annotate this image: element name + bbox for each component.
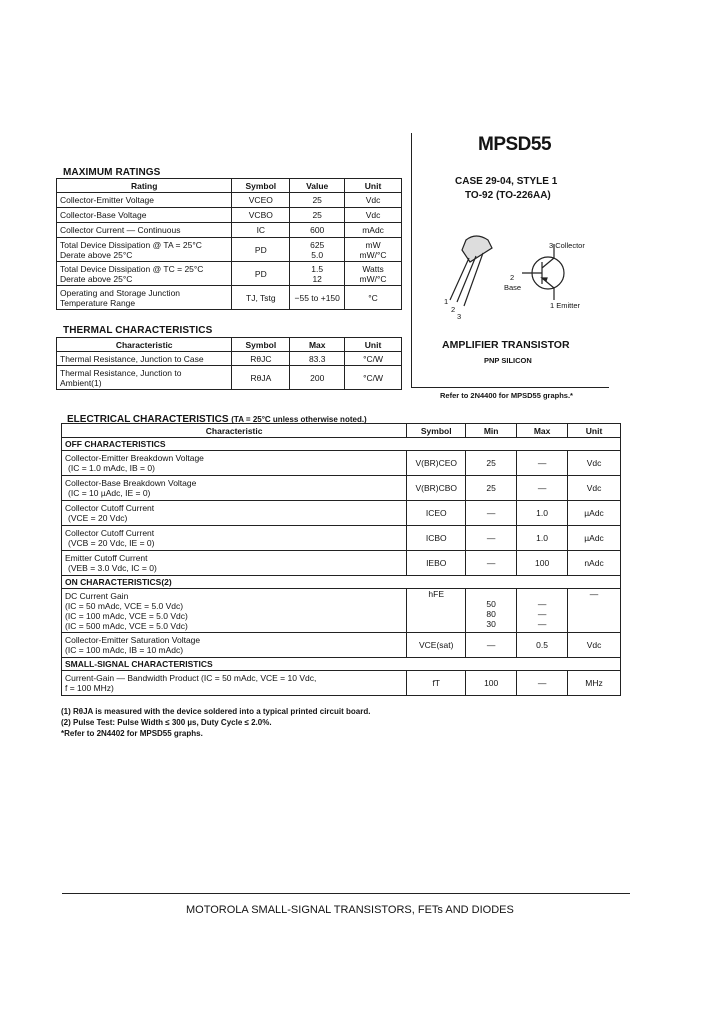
table-row [62, 526, 621, 551]
min-cell: 25 [466, 476, 517, 501]
header-symbol: Symbol [232, 338, 290, 352]
unit-cell: Vdc [568, 633, 621, 658]
characteristic-cell: Collector-Emitter Saturation Voltage (IC = 100 mAdc, IB = 10 mAdc) [62, 633, 407, 658]
symbol-cell: PD [232, 238, 290, 262]
pin-2-label: 2 [451, 305, 456, 314]
table-row [57, 366, 402, 390]
refer-note: Refer to 2N4400 for MPSD55 graphs.* [440, 391, 573, 400]
unit-cell: °C [345, 286, 402, 310]
characteristic-cell: Current-Gain — Bandwidth Product (IC = 50 mAdc, VCE = 10 Vdc, f = 100 MHz) [62, 671, 407, 696]
section-row-off [62, 438, 621, 451]
characteristic-cell: Thermal Resistance, Junction to Ambient(1) [57, 366, 232, 390]
unit-cell: nAdc [568, 551, 621, 576]
table-row [57, 223, 402, 238]
small-signal-title: SMALL-SIGNAL CHARACTERISTICS [62, 658, 621, 671]
max-cell: 0.5 [517, 633, 568, 658]
symbol-cell: RθJA [232, 366, 290, 390]
min-cell: — [466, 501, 517, 526]
rating-cell: Operating and Storage Junction Temperature Range [57, 286, 232, 310]
min-cell: 25 [466, 451, 517, 476]
pin-3-label: 3 [457, 312, 462, 321]
rating-cell: Collector-Base Voltage [57, 208, 232, 223]
rating-cell: Total Device Dissipation @ TA = 25°C Derate above 25°C [57, 238, 232, 262]
off-characteristics-title: OFF CHARACTERISTICS [62, 438, 621, 451]
characteristic-cell [62, 551, 407, 576]
max-cell: 1.0 [517, 526, 568, 551]
pin-1-label: 1 [444, 297, 449, 306]
footnote-3: *Refer to 2N4402 for MPSD55 graphs. [61, 729, 203, 738]
table-row [57, 193, 402, 208]
characteristic-cell [62, 526, 407, 551]
symbol-cell: ICBO [407, 526, 466, 551]
header-value: Value [290, 179, 345, 193]
table-row [62, 501, 621, 526]
footnotes [61, 706, 370, 739]
footer-text: MOTOROLA SMALL-SIGNAL TRANSISTORS, FETs AND DIODES [186, 904, 514, 916]
on-characteristics-title: ON CHARACTERISTICS(2) [62, 576, 621, 589]
symbol-cell: VCEO [232, 193, 290, 208]
char-name: Emitter Cutoff Current [65, 553, 148, 563]
symbol-cell: ICEO [407, 501, 466, 526]
table-row [62, 451, 621, 476]
rating-cell: Total Device Dissipation @ TC = 25°C Derate above 25°C [57, 262, 232, 286]
max-cell: 83.3 [290, 352, 345, 366]
table-row [62, 671, 621, 696]
header-characteristic: Characteristic [57, 338, 232, 352]
section-row-on [62, 576, 621, 589]
char-conditions: (IC = 10 µAdc, IE = 0) [68, 488, 151, 498]
pin-base-num: 2 [510, 273, 515, 282]
section-row-small-signal [62, 658, 621, 671]
symbol-cell: IEBO [407, 551, 466, 576]
symbol-cell: VCBO [232, 208, 290, 223]
table-row [62, 476, 621, 501]
max-ratings-title: MAXIMUM RATINGS [63, 167, 161, 178]
to92-body-icon [450, 236, 492, 306]
symbol-cell: V(BR)CEO [407, 451, 466, 476]
electrical-title: ELECTRICAL CHARACTERISTICS [67, 414, 229, 425]
device-type: AMPLIFIER TRANSISTOR [442, 339, 570, 351]
value-cell: 25 [290, 208, 345, 223]
unit-cell: — [568, 589, 621, 633]
unit-cell: Vdc [345, 193, 402, 208]
symbol-cell: V(BR)CBO [407, 476, 466, 501]
value-cell: 25 [290, 193, 345, 208]
rating-cell: Collector-Emitter Voltage [57, 193, 232, 208]
header-max: Max [290, 338, 345, 352]
characteristic-cell: Thermal Resistance, Junction to Case [57, 352, 232, 366]
case-label: CASE 29-04, STYLE 1 [455, 176, 558, 187]
table-row [62, 633, 621, 658]
header-min: Min [466, 424, 517, 438]
table-header-row [57, 338, 402, 352]
table-header-row [57, 179, 402, 193]
min-cell: — [466, 526, 517, 551]
value-cell: −55 to +150 [290, 286, 345, 310]
device-polarity: PNP SILICON [484, 356, 532, 365]
header-unit: Unit [345, 179, 402, 193]
thermal-table [56, 337, 402, 390]
symbol-cell: RθJC [232, 352, 290, 366]
characteristic-cell [62, 501, 407, 526]
header-unit: Unit [568, 424, 621, 438]
value-cell: 625 5.0 [290, 238, 345, 262]
pin-base-label: Base [504, 283, 522, 292]
unit-cell: MHz [568, 671, 621, 696]
header-unit: Unit [345, 338, 402, 352]
header-max: Max [517, 424, 568, 438]
min-cell: 100 [466, 671, 517, 696]
characteristic-cell [62, 476, 407, 501]
header-rating: Rating [57, 179, 232, 193]
unit-cell: Watts mW/°C [345, 262, 402, 286]
part-number: MPSD55 [478, 134, 552, 155]
char-name: Collector Cutoff Current [65, 503, 155, 513]
min-cell: 50 80 30 [466, 589, 517, 633]
char-conditions: (IC = 1.0 mAdc, IB = 0) [68, 463, 155, 473]
unit-cell: Vdc [568, 451, 621, 476]
table-row [57, 238, 402, 262]
table-header-row [62, 424, 621, 438]
unit-cell: °C/W [345, 366, 402, 390]
symbol-cell: fT [407, 671, 466, 696]
min-cell: — [466, 551, 517, 576]
symbol-cell: IC [232, 223, 290, 238]
header-symbol: Symbol [232, 179, 290, 193]
max-ratings-table [56, 178, 402, 310]
char-name: Collector Cutoff Current [65, 528, 155, 538]
table-row [57, 262, 402, 286]
symbol-cell: PD [232, 262, 290, 286]
max-cell: — — — [517, 589, 568, 633]
table-row [62, 551, 621, 576]
characteristic-cell: DC Current Gain (IC = 50 mAdc, VCE = 5.0 Vdc) (IC = 100 mAdc, VCE = 5.0 Vdc) (IC = 500 mAdc, VCE = 5.0 Vdc) [62, 589, 407, 633]
char-conditions: (VCE = 20 Vdc) [68, 513, 128, 523]
unit-cell: Vdc [568, 476, 621, 501]
pin-emitter-label: 1 Emitter [550, 301, 581, 310]
char-conditions: (VCB = 20 Vdc, IE = 0) [68, 538, 155, 548]
char-name: Collector-Base Breakdown Voltage [65, 478, 197, 488]
char-conditions: (VEB = 3.0 Vdc, IC = 0) [68, 563, 157, 573]
table-row [57, 286, 402, 310]
header-symbol: Symbol [407, 424, 466, 438]
unit-cell: Vdc [345, 208, 402, 223]
thermal-title: THERMAL CHARACTERISTICS [63, 325, 213, 336]
table-row [62, 589, 621, 633]
electrical-title-note: (TA = 25°C unless otherwise noted.) [231, 415, 367, 424]
pnp-transistor-symbol-icon [522, 244, 564, 300]
rating-cell: Collector Current — Continuous [57, 223, 232, 238]
max-cell: — [517, 476, 568, 501]
footer-rule [62, 893, 630, 894]
footnote-2: (2) Pulse Test: Pulse Width ≤ 300 µs, Duty Cycle ≤ 2.0%. [61, 718, 272, 727]
table-row [57, 208, 402, 223]
header-characteristic: Characteristic [62, 424, 407, 438]
char-name: Collector-Emitter Breakdown Voltage [65, 453, 204, 463]
unit-cell: °C/W [345, 352, 402, 366]
max-cell: — [517, 451, 568, 476]
max-cell: 1.0 [517, 501, 568, 526]
max-cell: 200 [290, 366, 345, 390]
unit-cell: µAdc [568, 501, 621, 526]
min-cell: — [466, 633, 517, 658]
value-cell: 1.5 12 [290, 262, 345, 286]
electrical-table [61, 423, 621, 696]
package-label: TO-92 (TO-226AA) [465, 190, 551, 201]
symbol-cell: VCE(sat) [407, 633, 466, 658]
unit-cell: µAdc [568, 526, 621, 551]
characteristic-cell [62, 451, 407, 476]
symbol-cell: hFE [407, 589, 466, 633]
value-cell: 600 [290, 223, 345, 238]
max-cell: — [517, 671, 568, 696]
footnote-1: (1) RθJA is measured with the device soldered into a typical printed circuit board. [61, 707, 371, 716]
symbol-cell: TJ, Tstg [232, 286, 290, 310]
unit-cell: mAdc [345, 223, 402, 238]
unit-cell: mW mW/°C [345, 238, 402, 262]
table-row [57, 352, 402, 366]
pin-collector-label: 3 Collector [549, 241, 585, 250]
max-cell: 100 [517, 551, 568, 576]
